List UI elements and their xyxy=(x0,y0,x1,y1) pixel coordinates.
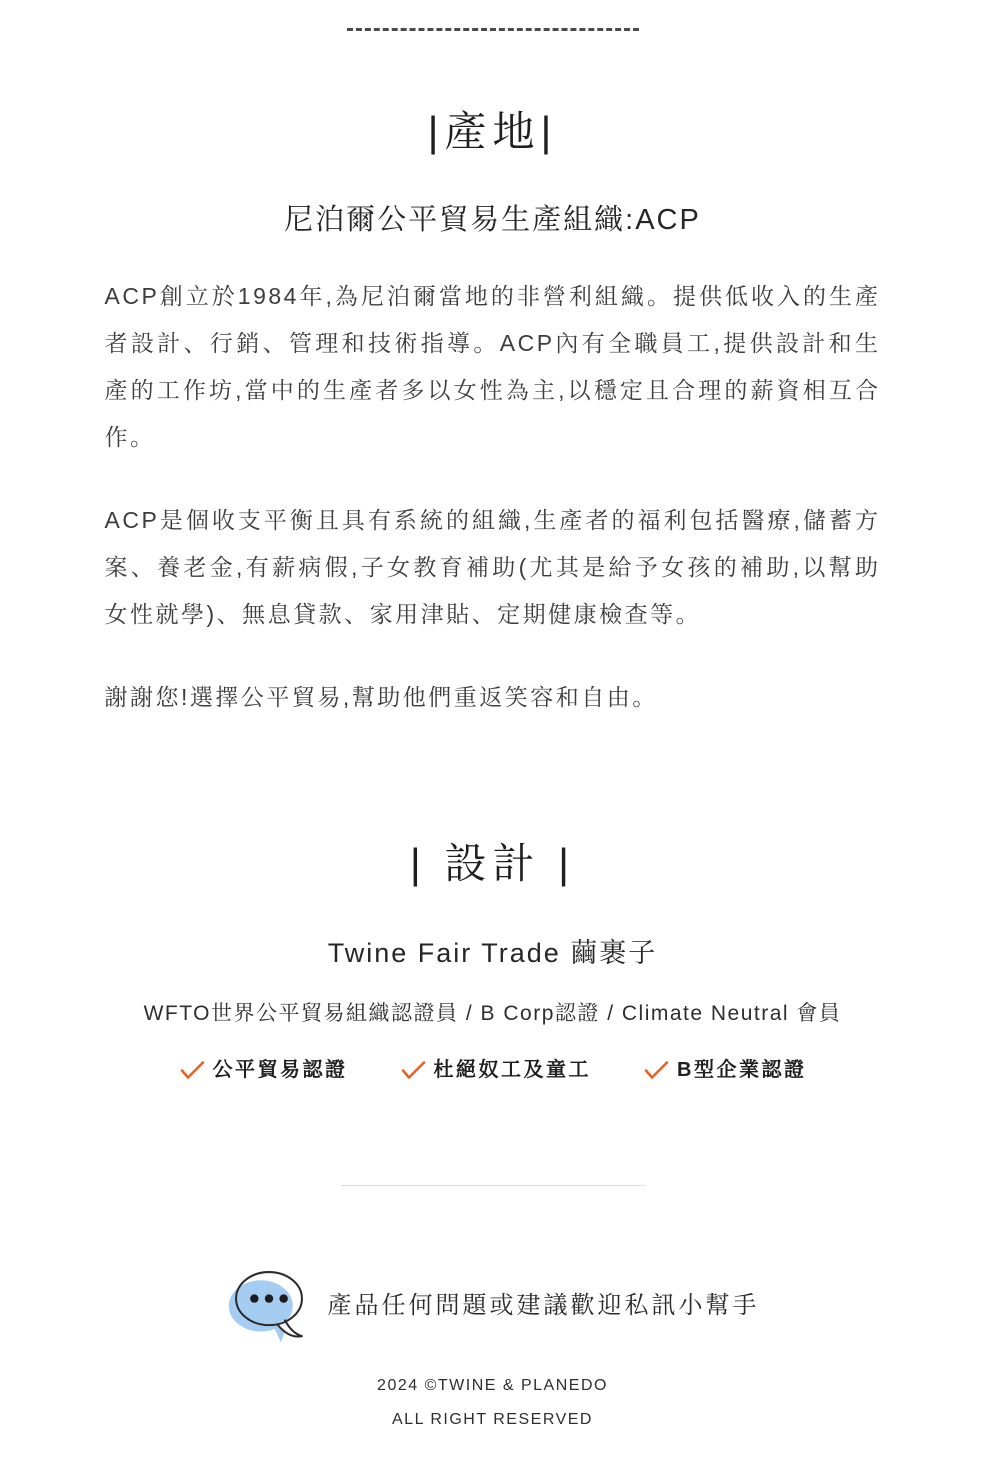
badge-label: 公平貿易認證 xyxy=(212,1059,348,1081)
rights-line: ALL RIGHT RESERVED xyxy=(392,1411,593,1428)
badge-b-corp xyxy=(643,1055,806,1085)
origin-paragraph-1: ACP創立於1984年,為尼泊爾當地的非營利組織。提供低收入的生產者設計、行銷、管理和技術指導。ACP內有全職員工,提供設計和生產的工作坊,當中的生產者多以女性為主,以穩定且合理的薪資相互合作。 xyxy=(104,283,881,450)
badge-label: B型企業認證 xyxy=(677,1059,807,1081)
check-icon xyxy=(643,1059,670,1082)
copyright-line: 2024 ©TWINE & PLANEDO xyxy=(377,1377,608,1394)
dashed-divider xyxy=(347,28,639,31)
origin-subheading: 尼泊爾公平貿易生產組織:ACP xyxy=(284,204,701,236)
origin-paragraph-2: ACP是個收支平衡且具有系統的組織,生產者的福利包括醫療,儲蓄方案、養老金,有薪病假,子女教育補助(尤其是給予女孩的補助,以幫助女性就學)、無息貸款、家用津貼、定期健康檢查等。 xyxy=(104,507,881,627)
design-section xyxy=(0,839,985,1085)
speech-bubble-icon xyxy=(226,1262,312,1348)
check-icon xyxy=(179,1059,206,1082)
origin-section xyxy=(0,107,985,721)
badge-no-slavery xyxy=(400,1055,592,1085)
check-icon xyxy=(400,1059,427,1082)
footer xyxy=(0,1376,985,1430)
origin-paragraph-3: 謝謝您!選擇公平貿易,幫助他們重返笑容和自由。 xyxy=(104,684,658,710)
contact-row xyxy=(0,1262,985,1348)
badge-row xyxy=(0,1055,985,1085)
badge-fair-trade xyxy=(179,1055,348,1085)
origin-heading: |產地| xyxy=(427,108,558,155)
dotted-divider xyxy=(342,1185,644,1186)
badge-label: 杜絕奴工及童工 xyxy=(433,1059,592,1081)
brand-name: Twine Fair Trade 繭裹子 xyxy=(327,938,658,968)
certification-line: WFTO世界公平貿易組織認證員 / B Corp認證 / Climate Neutral 會員 xyxy=(143,1002,842,1025)
contact-message: 產品任何問題或建議歡迎私訊小幫手 xyxy=(327,1291,760,1319)
design-heading: | 設計 | xyxy=(409,840,576,887)
